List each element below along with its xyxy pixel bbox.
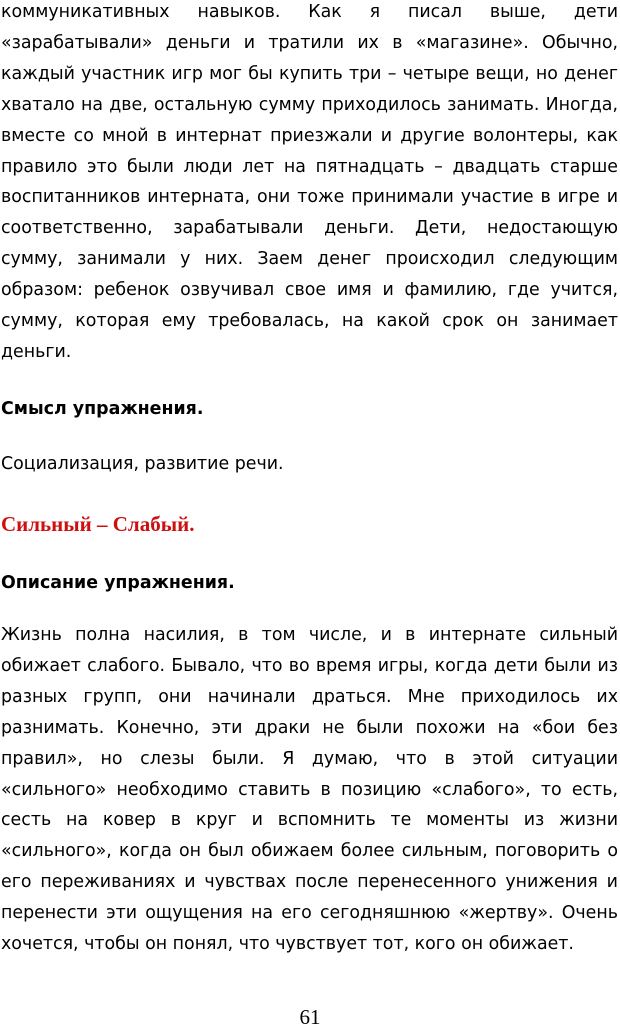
paragraph-violence-description: Жизнь полна насилия, в том числе, и в интернате сильный обижает слабого. Бывало, что во время игры, когда дети были из разных групп, они начинали драться. Мне приходилось их разнимать. Конечно, эти драки не были похожи на «бои без правил», но слезы были. Я думаю, что в этой ситуации «сильного» необходимо ставить в позицию «слабого», то есть, сесть на ковер в круг и вспомнить те моменты из жизни «сильного», когда он был обижаем более сильным, поговорить о его переживаниях и чувствах после перенесенного унижения и перенести эти ощущения на его сегодняшнюю «жертву». Очень хочется, чтобы он понял, что чувствует тот, кого он обижает. <box>1 625 618 955</box>
page-number: 61 <box>299 1005 321 1029</box>
heading-exercise-description: Описание упражнения. <box>1 573 235 593</box>
section-title-strong-weak: Сильный – Слабый. <box>1 512 195 536</box>
paragraph-volunteers-loan: коммуникативных навыков. Как я писал выше, дети «зарабатывали» деньги и тратили их в «магазине». Обычно, каждый участник игр мог бы купить три – четыре вещи, но денег хватало на две, остальную сумму приходилось занимать. Иногда, вместе со мной в интернат приезжали и другие волонтеры, как правило это были люди лет на пятнадцать – двадцать старше воспитанников интерната, они тоже принимали участие в игре и соответственно, зарабатывали деньги. Дети, недостающую сумму, занимали у них. Заем денег происходил следующим образом: ребенок озвучивал свое имя и фамилию, где учится, сумму, которая ему требовалась, на какой срок он занимает деньги. <box>1 2 618 362</box>
exercise-meaning-text: Социализация, развитие речи. <box>1 454 284 474</box>
heading-exercise-meaning: Смысл упражнения. <box>1 399 204 419</box>
